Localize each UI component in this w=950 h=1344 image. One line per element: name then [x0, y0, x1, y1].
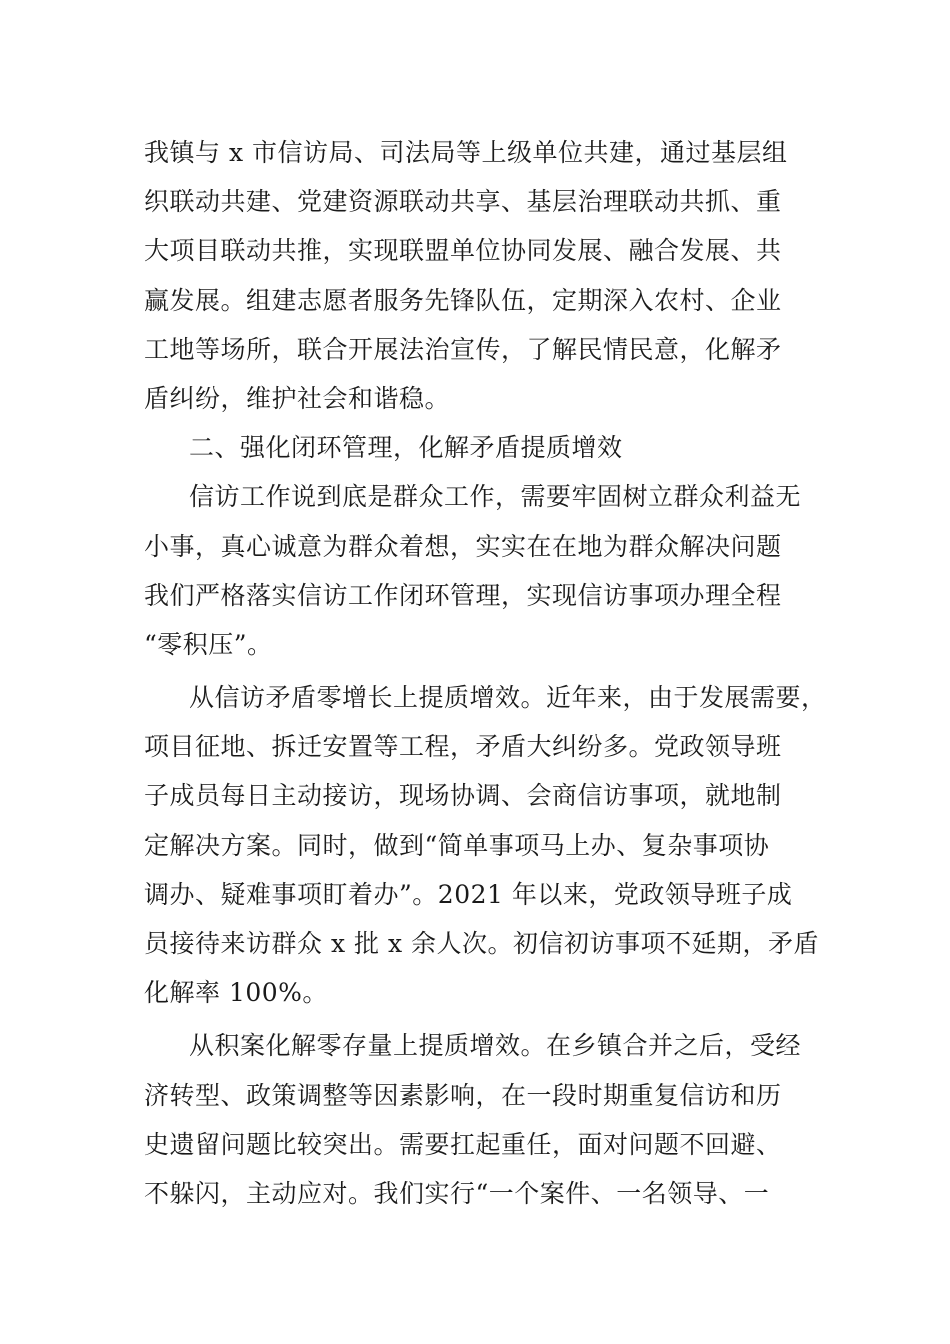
text-line: 小事，真心诚意为群众着想，实实在在地为群众解决问题 [144, 531, 782, 561]
text-line: 子成员每日主动接访，现场协调、会商信访事项，就地制 [144, 781, 782, 811]
text-line: 我镇与 x 市信访局、司法局等上级单位共建，通过基层组 [144, 138, 788, 167]
section-heading: 二、强化闭环管理，化解矛盾提质增效 [189, 433, 623, 463]
text-line: 项目征地、拆迁安置等工程，矛盾大纠纷多。党政领导班 [144, 732, 782, 762]
paragraph-first-line: 从积案化解零存量上提质增效。在乡镇合并之后，受经 [189, 1031, 802, 1061]
text-line: 史遗留问题比较突出。需要扛起重任，面对问题不回避、 [144, 1129, 782, 1159]
document-body [144, 128, 844, 1218]
text-line: 我们严格落实信访工作闭环管理，实现信访事项办理全程 [144, 580, 782, 610]
text-line: 不躲闪，主动应对。我们实行“一个案件、一名领导、一 [144, 1178, 770, 1208]
text-line: “零积压”。 [144, 629, 273, 659]
text-line: 工地等场所，联合开展法治宣传，了解民情民意，化解矛 [144, 334, 782, 364]
text-line: 大项目联动共推，实现联盟单位协同发展、融合发展、共 [144, 236, 782, 266]
text-line: 员接待来访群众 x 批 x 余人次。初信初访事项不延期，矛盾 [144, 929, 819, 958]
paragraph-first-line: 信访工作说到底是群众工作，需要牢固树立群众利益无 [189, 482, 802, 512]
text-line: 调办、疑难事项盯着办”。2021 年以来，党政领导班子成 [144, 879, 793, 909]
text-line: 织联动共建、党建资源联动共享、基层治理联动共抓、重 [144, 187, 782, 217]
text-line: 化解率 100%。 [144, 978, 328, 1008]
text-line: 赢发展。组建志愿者服务先锋队伍，定期深入农村、企业 [144, 285, 782, 315]
text-line: 定解决方案。同时，做到“简单事项马上办、复杂事项协 [144, 830, 770, 860]
text-line: 盾纠纷，维护社会和谐稳。 [144, 383, 451, 413]
text-line: 济转型、政策调整等因素影响，在一段时期重复信访和历 [144, 1080, 782, 1110]
paragraph-first-line: 从信访矛盾零增长上提质增效。近年来，由于发展需要， [189, 683, 827, 713]
